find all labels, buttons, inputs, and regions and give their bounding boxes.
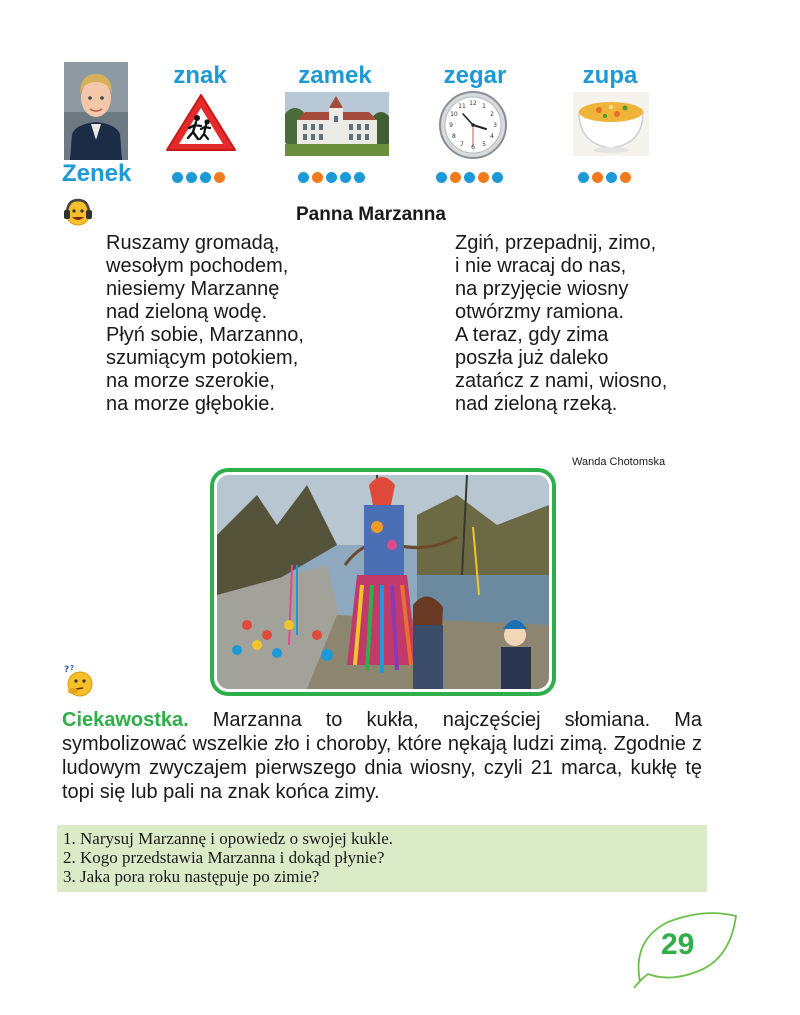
syllable-dot <box>478 172 489 183</box>
clock-number: 12 <box>469 100 477 107</box>
svg-text:?: ? <box>64 665 70 675</box>
syllable-dot <box>464 172 475 183</box>
boy-photo <box>64 62 128 160</box>
clock-number: 1 <box>482 102 486 110</box>
syllable-dot <box>326 172 337 183</box>
poem-line: nad zieloną rzeką. <box>455 393 618 415</box>
boy-name: Zenek <box>62 160 132 187</box>
poem-line: Płyń sobie, Marzanno, <box>106 324 304 346</box>
poem-line: na morze szerokie, <box>106 370 275 392</box>
thinking-emoji-icon <box>62 664 96 698</box>
clock-number: 5 <box>482 141 486 149</box>
task-item: 1. Narysuj Marzannę i opowiedz o swojej kukle. <box>63 829 393 848</box>
poem-right-column <box>455 232 667 416</box>
word-znak: znak <box>173 62 227 89</box>
soup-image <box>573 92 649 156</box>
syllable-dot <box>578 172 589 183</box>
syllable-dot <box>620 172 631 183</box>
syllable-dot <box>312 172 323 183</box>
syllable-dot <box>592 172 603 183</box>
poem-author: Wanda Chotomska <box>572 456 666 468</box>
clock-number: 2 <box>490 111 495 118</box>
poem-line: Zgiń, przepadnij, zimo, <box>455 232 657 254</box>
poem-title: Panna Marzanna <box>296 204 446 225</box>
syllable-dots-zegar <box>436 172 503 183</box>
headphones-emoji-icon <box>62 196 94 228</box>
poem-line: zatańcz z nami, wiosno, <box>455 370 668 392</box>
tasks-box <box>57 825 707 892</box>
poem-line: wesołym pochodem, <box>106 255 289 277</box>
syllable-dot <box>200 172 211 183</box>
poem-line: poszła już daleko <box>455 347 609 369</box>
poem-line: szumiącym potokiem, <box>106 347 299 369</box>
clock-image <box>438 90 508 160</box>
poem-line: i nie wracaj do nas, <box>455 255 627 277</box>
syllable-dot <box>450 172 461 183</box>
syllable-dot <box>214 172 225 183</box>
fact-text: Marzanna to kukła, najczęściej słomiana. Ma symbolizować wszelkie zło i choroby, które nękają ludzi zimą. Zgodnie z ludowym zwyczajem pierwszego dnia wiosny, czyli 21 marca, kukłę tę topi się lub pali na znak końca zimy. <box>62 709 702 803</box>
syllable-dot <box>340 172 351 183</box>
fact-label: Ciekawostka. <box>62 709 189 731</box>
syllable-dot <box>186 172 197 183</box>
syllable-dot <box>172 172 183 183</box>
poem-line: A teraz, gdy zima <box>455 324 609 346</box>
poem-line: Ruszamy gromadą, <box>106 232 280 254</box>
task-item: 3. Jaka pora roku następuje po zimie? <box>63 867 320 886</box>
syllable-dot <box>354 172 365 183</box>
poem-line: nad zieloną wodę. <box>106 301 268 323</box>
clock-number: 4 <box>490 133 495 140</box>
word-zamek: zamek <box>298 62 372 89</box>
poem-line: niesiemy Marzannę <box>106 278 280 300</box>
poem-line: na morze głębokie. <box>106 393 275 415</box>
syllable-dot <box>298 172 309 183</box>
syllable-dot <box>606 172 617 183</box>
syllable-dots-zupa <box>578 172 631 183</box>
syllable-dot <box>436 172 447 183</box>
clock-number: 8 <box>451 133 456 140</box>
clock-number: 11 <box>458 102 466 110</box>
svg-text:?: ? <box>70 664 75 672</box>
clock-number: 7 <box>460 141 464 149</box>
word-zegar: zegar <box>443 62 507 89</box>
syllable-dot <box>492 172 503 183</box>
syllable-dots-zamek <box>298 172 365 183</box>
clock-number: 10 <box>450 111 458 118</box>
poem-line: otwórzmy ramiona. <box>455 301 624 323</box>
clock-number: 9 <box>449 122 453 129</box>
poem-left-column <box>106 232 304 416</box>
fact-paragraph <box>62 708 702 804</box>
poem-line: na przyjęcie wiosny <box>455 278 629 300</box>
castle-image <box>285 92 389 156</box>
syllable-dots-znak <box>172 172 225 183</box>
word-zupa: zupa <box>582 62 638 89</box>
road-sign-image <box>165 92 237 152</box>
page-number: 29 <box>661 928 695 961</box>
clock-number: 6 <box>471 144 475 151</box>
clock-number: 3 <box>493 122 497 129</box>
task-item: 2. Kogo przedstawia Marzanna i dokąd płynie? <box>63 848 385 867</box>
marzanna-photo <box>210 468 556 696</box>
